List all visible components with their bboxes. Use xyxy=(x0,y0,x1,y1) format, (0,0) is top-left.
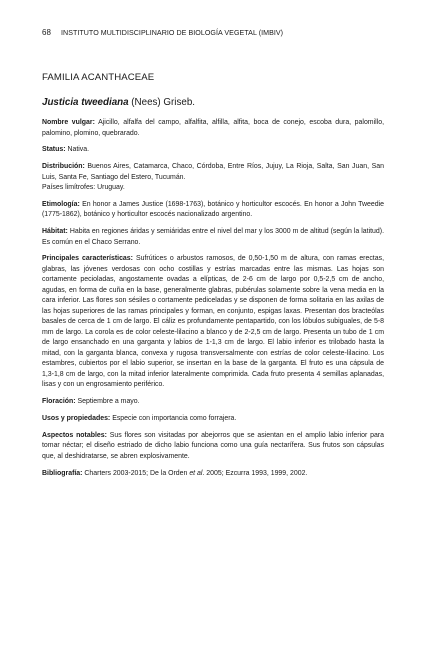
section-label: Aspectos notables: xyxy=(42,431,107,439)
section-text: Septiembre a mayo. xyxy=(77,398,140,406)
species-scientific-name: Justicia tweediana xyxy=(42,97,129,108)
section-text: Habita en regiones áridas y semiáridas entre el nivel del mar y los 3000 m de altitud (según la latitud). Es común en el Chaco Serrano. xyxy=(42,228,384,246)
species-heading xyxy=(42,97,195,108)
bibliography-italic: et al xyxy=(189,469,203,477)
section-text: Sufrútices o arbustos ramosos, de 0,50-1,50 m de altura, con ramas erectas, glabras, las jóvenes verdosas con ocho costillas y estrías marcadas entre las mismas. Las hojas son cortamente pecioladas, angostamente ovadas a elípticas, de 2-6 cm de largo por 0,5-2,5 cm de ancho, agudas, en forma de cuña en la base, generalmente glabras, pubérulas solamente sobre la vena media en la cara inferior. Las flores son sésiles o cortamente pediceladas y se disponen de forma solitaria en las axilas de las hojas superiores de las ramas principales y forman, en conjunto, espigas laxas. Presentan dos bracteólas basales de cerca de 1 cm de largo. El cáliz es profundamente pentapartido, con los lóbulos subiguales, de 5-8 mm de largo. La corola es de color celeste-lilacino a blanco y de 2-2,5 cm de largo. Presenta un tubo de 1 cm de largo ensanchado en una garganta y labios de 1-1,3 cm de largo. El labio inferior es trilobado hasta la mitad, con la garganta blanca, convexa y rugosa transversalmente con estrías de color celeste-lilacino. Los estambres, cubiertos por el labio superior, se insertan en la base de la garganta. El fruto es una cápsula de 1,3-1,8 cm de largo, con la mitad inferior lateralmente comprimida. Cada fruto presenta 4 semillas aplanadas, lisas y con un engrosamiento periférico. xyxy=(42,255,384,389)
section-label: Principales características: xyxy=(42,255,133,263)
section-distribucion xyxy=(42,162,384,194)
section-bibliografia xyxy=(42,469,384,480)
section-text: En honor a James Justice (1698-1763), botánico y horticultor escocés. En honor a John Tweedie (1775-1862), botánico y horticultor escocés nacionalizado argentino. xyxy=(42,200,385,219)
section-text: Ajicillo, alfalfa del campo, alfalfita, alfilla, alfita, boca de conejo, escoba dura, palomillo, palomino, plomino, quebrarado. xyxy=(42,119,384,137)
section-label: Etimología: xyxy=(42,200,80,208)
family-title: FAMILIA ACANTHACEAE xyxy=(42,72,155,83)
section-label: Nombre vulgar: xyxy=(42,119,95,126)
section-label: Bibliografía: xyxy=(42,469,83,477)
page-number: 68 xyxy=(42,28,51,37)
section-status xyxy=(42,145,384,156)
bibliography-text-part1: Charters 2003-2015; De la Orden xyxy=(84,469,190,477)
section-nombre-vulgar xyxy=(42,118,384,139)
section-text: Sus flores son visitadas por abejorros que se asientan en el amplio labio inferior para tomar néctar; el diseño estriado de dicho labio funciona como una guía nectarífera. Sus frutos son cápsulas que, al deshidratarse, se abren explosivamente. xyxy=(42,431,384,460)
section-floracion xyxy=(42,397,384,408)
section-label: Status: xyxy=(42,146,66,154)
section-usos-y-propiedades xyxy=(42,414,384,425)
section-text: Buenos Aires, Catamarca, Chaco, Córdoba, Entre Ríos, Jujuy, La Rioja, Salta, San Juan, San Luis, Santa Fe, Santiago del Estero, Tucumán. xyxy=(42,163,384,181)
running-title: INSTITUTO MULTIDISCIPLINARIO DE BIOLOGÍA VEGETAL (IMBIV) xyxy=(61,29,284,37)
section-text: Especie con importancia como forrajera. xyxy=(112,415,237,423)
section-etimologia xyxy=(42,200,384,221)
species-author: (Nees) Griseb. xyxy=(128,97,195,108)
section-habitat xyxy=(42,227,384,248)
section-label: Distribución: xyxy=(42,163,85,171)
species-description xyxy=(42,118,384,485)
section-principales-caracteristicas xyxy=(42,254,384,391)
section-label: Usos y propiedades: xyxy=(42,415,111,423)
section-label: Hábitat: xyxy=(42,228,68,236)
section-label: Floración: xyxy=(42,398,76,406)
running-header xyxy=(42,28,283,37)
section-aspectos-notables xyxy=(42,431,384,463)
bibliography-text-part2: . 2005; Ezcurra 1993, 1999, 2002. xyxy=(202,469,308,477)
section-text: Nativa. xyxy=(67,146,90,154)
section-extra-text: Países limítrofes: Uruguay. xyxy=(42,184,125,192)
